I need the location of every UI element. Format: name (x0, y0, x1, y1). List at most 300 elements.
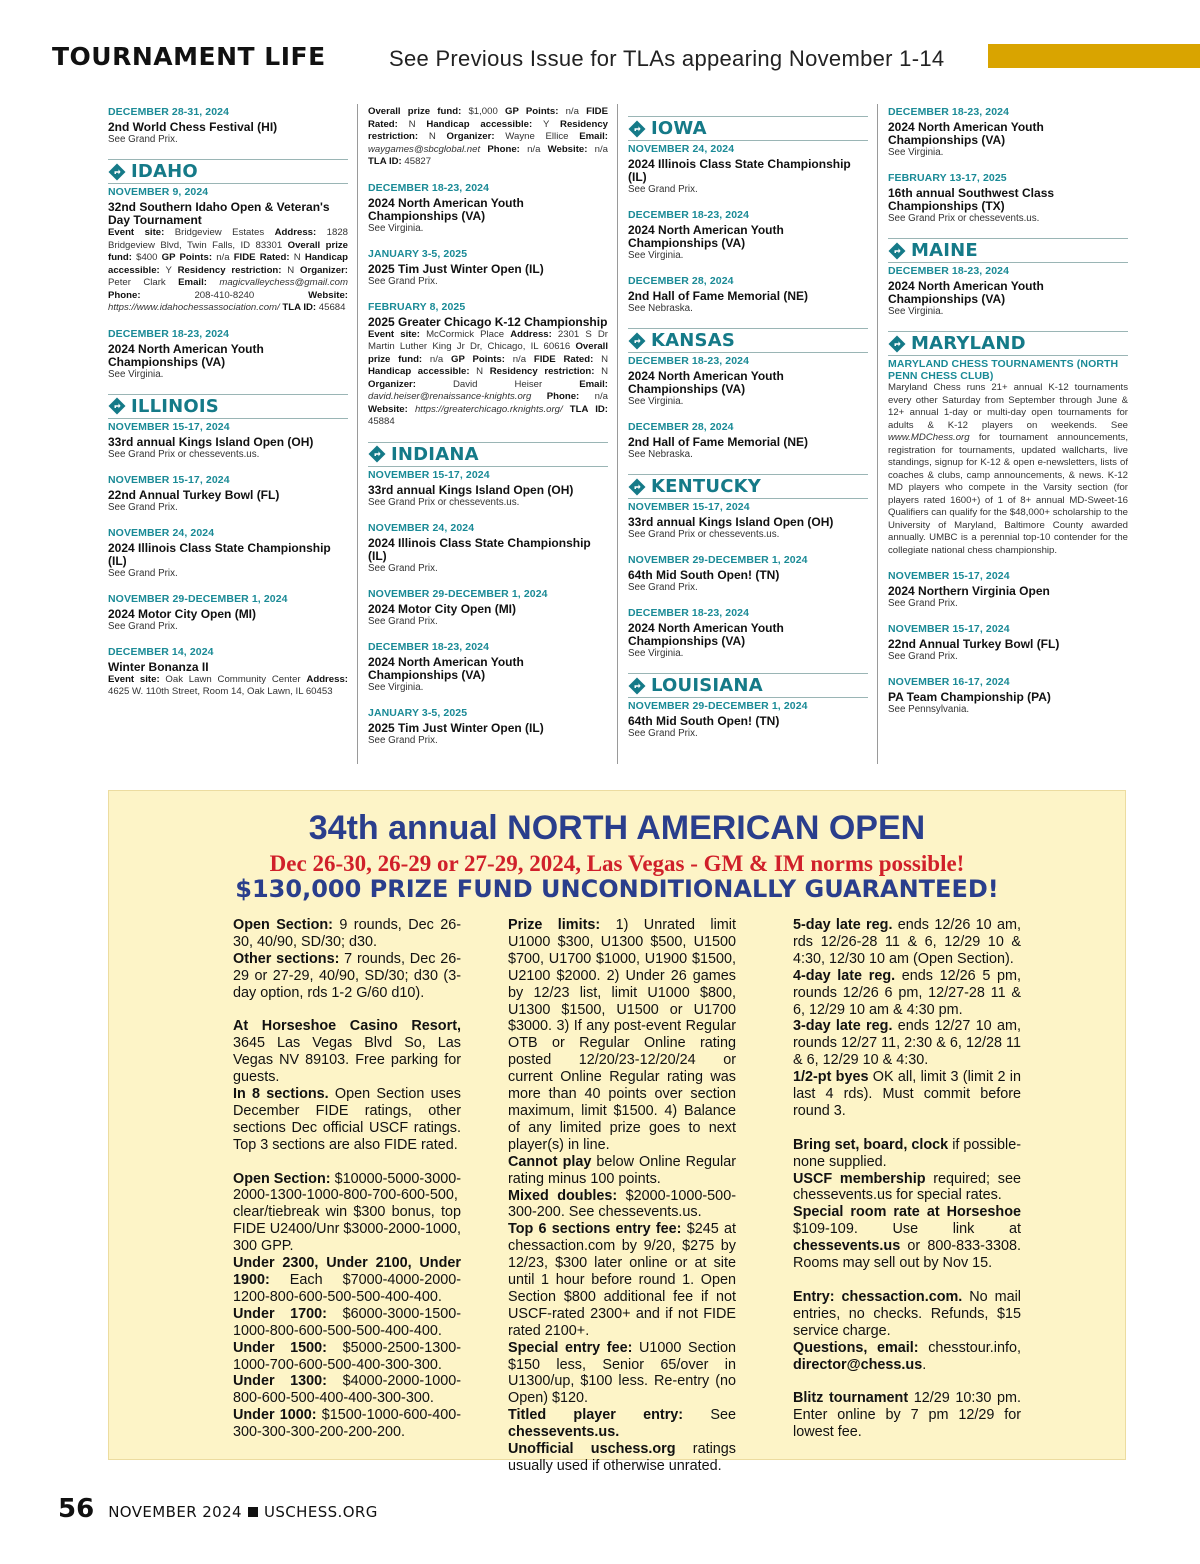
page-footer (58, 1494, 378, 1524)
field-label: Entry: chessaction.com. (793, 1288, 963, 1305)
event-listing (888, 623, 1128, 663)
listing-column-3 (628, 106, 868, 766)
state-name: MARYLAND (911, 333, 1026, 354)
field-value: Wayne Ellice (505, 131, 580, 142)
field-value: david.heiser@renaissance-knights.org (368, 391, 547, 402)
event-listing (368, 182, 608, 235)
state-name: MAINE (911, 240, 978, 261)
field-value: $1500-1000-600-400-300-300-300-200-200-200. (233, 1407, 461, 1441)
field-label: Email: (579, 131, 608, 142)
field-value: U1000 Section $150 less, Senior 65/over in U1300/up, $100 less. Re-entry (no Open) $120. (508, 1339, 736, 1407)
state-name: KANSAS (651, 330, 736, 351)
field-value: n/a (565, 106, 587, 117)
field-label: Handicap accessible: (426, 118, 543, 130)
field-value: n/a (216, 252, 234, 263)
field-label: TLA ID: (569, 403, 608, 415)
column-divider (877, 104, 878, 764)
field-label: TLA ID: (282, 302, 319, 313)
field-label: Cannot play (508, 1153, 592, 1170)
field-value: No mail entries, no checks. Refunds, $15 service charge. (793, 1288, 1022, 1339)
state-name: IDAHO (131, 161, 198, 182)
event-note: See Virginia. (368, 681, 424, 693)
direction-sign-icon (628, 120, 646, 138)
event-title: 64th Mid South Open! (TN) (628, 568, 780, 582)
event-date: FEBRUARY 8, 2025 (368, 300, 466, 313)
ad-paragraph (769, 1069, 1021, 1120)
event-date: JANUARY 3-5, 2025 (368, 706, 468, 719)
event-date: NOVEMBER 9, 2024 (108, 186, 209, 198)
event-note: See Grand Prix or chessevents.us. (368, 496, 520, 508)
field-value: n/a (512, 353, 534, 365)
field-value: 9 rounds, Dec 26-30, 40/90, SD/30; d30. (233, 917, 462, 950)
event-listing (108, 527, 348, 580)
event-listing (108, 421, 348, 461)
state-heading (628, 474, 868, 499)
event-listing (888, 358, 1128, 557)
event-note: See Grand Prix. (628, 582, 698, 593)
field-label: Open Section: (233, 1170, 331, 1187)
event-details (108, 227, 348, 315)
field-value: $5000-2500-1300-1000-700-600-500-400-300-300. (233, 1339, 461, 1373)
event-date: NOVEMBER 24, 2024 (628, 143, 735, 155)
column-divider (617, 104, 618, 764)
event-title: 2024 North American Youth Championships (VA) (628, 369, 784, 396)
event-date: DECEMBER 18-23, 2024 (888, 106, 1010, 118)
event-listing (108, 593, 348, 633)
field-value: N (293, 252, 305, 263)
field-label: FIDE Rated: (533, 353, 602, 365)
ad-paragraph (484, 1154, 736, 1188)
event-note: See Nebraska. (628, 303, 693, 314)
direction-sign-icon (108, 163, 126, 181)
field-label: Email: (178, 277, 220, 288)
field-value: N (601, 353, 608, 365)
field-label: Website: (368, 403, 415, 415)
field-label: In 8 sections. (233, 1086, 329, 1103)
field-label: Event site: (108, 227, 175, 238)
field-value: 45684 (318, 302, 346, 313)
event-note: See Grand Prix or chessevents.us. (888, 213, 1040, 224)
field-value: $6000-3000-1500-1000-800-600-500-500-400-400. (233, 1305, 461, 1339)
field-label: Overall prize fund: (368, 341, 608, 365)
event-date: NOVEMBER 29-DECEMBER 1, 2024 (628, 554, 808, 566)
field-value: ends 12/26 10 am, rds 12/26-28 11 & 6, 12/29 10 & 4:30, 12/30 10 am (Open Section). (793, 917, 1021, 967)
field-value: www.MDChess.org (888, 432, 979, 443)
field-label: Overall prize fund: (108, 239, 348, 263)
ad-paragraph (769, 917, 1021, 968)
event-date: NOVEMBER 15-17, 2024 (888, 623, 1010, 635)
field-value: $2000-1000-500-300-200. See chessevents.us. (508, 1187, 736, 1221)
field-label: Phone: (546, 391, 595, 402)
event-listing (628, 209, 868, 262)
event-title: 2024 Illinois Class State Championship (IL) (108, 540, 331, 568)
event-title: 2nd World Chess Festival (HI) (108, 120, 278, 134)
north-american-open-ad (108, 790, 1126, 1474)
event-title: 64th Mid South Open! (TN) (628, 714, 780, 728)
column-divider (357, 104, 358, 764)
field-label: Address: (306, 673, 348, 685)
field-value: ends 12/27 10 am, rounds 12/27 11, 2:30 & 6, 12/28 11 & 6, 12/29 10 & 4:30. (793, 1018, 1021, 1069)
event-title: 22nd Annual Turkey Bowl (FL) (108, 487, 280, 502)
event-title: 2024 Illinois Class State Championship (IL) (368, 535, 591, 563)
field-label: Residency restriction: (177, 264, 288, 276)
field-value: ratings usually used if otherwise unrated. (508, 1441, 736, 1474)
event-note: See Virginia. (888, 306, 944, 317)
field-label: Open Section: (233, 917, 333, 933)
direction-sign-icon (628, 332, 646, 350)
field-value: or 800-833-3308. Rooms may sell out by Nov 15. (793, 1238, 1021, 1272)
direction-sign-icon (628, 478, 646, 496)
field-label: Special room rate at Horseshoe (793, 1204, 1021, 1221)
event-title: Winter Bonanza II (108, 659, 209, 674)
event-listing (368, 301, 608, 429)
field-value: OK all, limit 3 (limit 2 in last 4 rds). Must commit before round 3. (793, 1069, 1021, 1119)
ad-paragraph (484, 1188, 736, 1222)
event-date: DECEMBER 18-23, 2024 (628, 355, 750, 367)
section-title: TOURNAMENT LIFE (52, 42, 326, 71)
ad-paragraph (209, 1306, 461, 1340)
event-title: 2024 North American Youth Championships (VA) (888, 120, 1044, 147)
field-label: Event site: (368, 328, 427, 340)
event-listing (888, 106, 1128, 159)
event-title: 2024 North American Youth Championships (VA) (888, 279, 1044, 306)
event-title: 22nd Annual Turkey Bowl (FL) (888, 637, 1060, 651)
state-name: LOUISIANA (651, 675, 763, 696)
field-label: Under 2300, Under 2100, Under 1900: (233, 1255, 461, 1288)
event-note: See Nebraska. (628, 449, 693, 460)
field-label: Prize limits: (508, 917, 601, 933)
field-label: Under 1700: (233, 1305, 327, 1322)
ad-paragraph (769, 1018, 1021, 1069)
field-value: Oak Lawn Community Center (165, 673, 307, 685)
field-value: 2301 S Dr Martin Luther King Jr Dr, Chicago, IL 60616 (368, 328, 608, 352)
field-label: Overall prize fund: (368, 106, 469, 117)
ad-paragraph (769, 1390, 1021, 1441)
event-note: See Virginia. (368, 222, 424, 234)
page-number: 56 (58, 1494, 95, 1524)
event-date: NOVEMBER 16-17, 2024 (888, 676, 1010, 688)
field-value: for tournament announcements, registration for tournaments, updated wallcharts, live standings, signup for K-12 & open e-newsletters, lists of coaches & clubs, camp announcements, & news. K-12 MD players who compete in the Varsity section (for players rated 1600+) of 1 of 8+ annual MD-Sweet-16 Qualifiers can qualify for the $48,000+ scholarship to the University of Maryland, Baltimore County awarded annually. UMBC is a perennial top-10 contender for the collegiate national chess championship. (888, 432, 1128, 556)
field-value: Each $7000-4000-2000-1200-800-600-500-500-400-400. (233, 1272, 461, 1305)
state-name: KENTUCKY (651, 476, 761, 497)
field-label: Other sections: (233, 950, 340, 967)
field-label: Special entry fee: (508, 1339, 633, 1356)
event-listing (368, 522, 608, 575)
field-value: waygames@sbcglobal.net (368, 143, 488, 155)
event-date: NOVEMBER 15-17, 2024 (108, 473, 230, 486)
ad-paragraph (209, 1407, 461, 1441)
field-value: N (601, 366, 608, 377)
state-heading (108, 394, 348, 419)
field-label: Blitz tournament (793, 1390, 909, 1407)
field-value: if possible- none supplied. (793, 1136, 1021, 1170)
event-note: See Grand Prix. (368, 734, 438, 746)
field-value: n/a (594, 143, 608, 155)
ad-paragraph (769, 1171, 1021, 1205)
field-value: Peter Clark (108, 277, 179, 288)
state-heading (368, 442, 608, 467)
ad-paragraph (769, 1137, 1021, 1171)
field-label: Organizer: (446, 131, 506, 142)
section-subtitle: See Previous Issue for TLAs appearing November 1-14 (389, 46, 945, 71)
ad-paragraph (484, 1340, 736, 1408)
event-title: 2024 North American Youth Championships (VA) (368, 195, 524, 223)
event-note: See Pennsylvania. (888, 704, 970, 715)
event-date: NOVEMBER 15-17, 2024 (888, 570, 1010, 582)
event-listing (888, 265, 1128, 318)
field-value: magicvalleychess@gmail.com (219, 277, 348, 288)
event-date: MARYLAND CHESS TOURNAMENTS (NORTH PENN CHESS CLUB) (888, 358, 1119, 382)
event-details (368, 106, 608, 169)
field-value: N (287, 264, 301, 276)
event-note: See Grand Prix. (368, 562, 438, 574)
ad-paragraph (209, 1340, 461, 1374)
field-value: N (428, 131, 447, 142)
event-date: DECEMBER 28, 2024 (628, 421, 734, 433)
field-label: 5-day late reg. (793, 917, 893, 933)
listing-column-1 (108, 106, 348, 766)
event-listing (108, 106, 348, 146)
field-value: 12/29 10:30 pm. Enter online by 7 pm 12/29 for lowest fee. (793, 1390, 1021, 1441)
ad-prize-fund: $130,000 PRIZE FUND UNCONDITIONALLY GUARANTEED! (235, 875, 999, 903)
field-value: $10000-5000-3000-2000-1300-1000-800-700-600-500, clear/tiebreak win $300 bonus, top FIDE U2400/Unr $3000-2000-1000, 300 GPP. (233, 1170, 461, 1255)
field-value: 45827 (404, 156, 432, 167)
issue-label: NOVEMBER 2024 (108, 1503, 242, 1521)
event-date: DECEMBER 14, 2024 (108, 645, 214, 658)
ad-paragraph (209, 951, 461, 1002)
event-note: See Grand Prix. (888, 651, 958, 662)
event-date: DECEMBER 18-23, 2024 (628, 209, 750, 221)
event-listing (628, 143, 868, 196)
event-note: See Virginia. (888, 147, 944, 158)
event-title: 33rd annual Kings Island Open (OH) (108, 434, 314, 449)
field-label: At Horseshoe Casino Resort, (233, 1018, 461, 1035)
field-value: n/a (527, 143, 548, 155)
event-title: 2025 Tim Just Winter Open (IL) (368, 720, 544, 735)
field-label: Under 1300: (233, 1373, 327, 1390)
field-value: n/a (594, 391, 608, 402)
field-label: Under 1000: (233, 1407, 317, 1424)
state-heading (628, 673, 868, 698)
event-listing (888, 172, 1128, 225)
listing-column-4 (888, 106, 1128, 766)
event-details (108, 674, 348, 699)
field-label: Residency restriction: (489, 366, 602, 377)
ad-column-3 (769, 917, 1021, 1441)
event-listing (108, 646, 348, 699)
field-label: Residency restriction: (368, 118, 608, 142)
field-label: Phone: (108, 289, 195, 301)
state-name: IOWA (651, 118, 707, 139)
event-title: PA Team Championship (PA) (888, 690, 1051, 704)
field-value: N (476, 366, 490, 377)
field-label: Organizer: (300, 264, 348, 276)
event-note: See Grand Prix. (628, 184, 698, 195)
event-listing (628, 355, 868, 408)
state-heading (888, 238, 1128, 263)
field-label: Website: (547, 143, 595, 155)
field-label: FIDE Rated: (368, 106, 608, 130)
event-date: DECEMBER 28, 2024 (628, 275, 734, 287)
state-name: INDIANA (391, 443, 479, 465)
field-label: GP Points: (505, 106, 566, 117)
field-value: $400 (136, 252, 162, 263)
field-label: TLA ID: (368, 156, 405, 167)
field-label: Questions, email: (793, 1339, 919, 1356)
event-note: See Virginia. (628, 648, 684, 659)
event-note: See Virginia. (628, 396, 684, 407)
ad-column-1 (209, 917, 461, 1441)
event-title: 2024 Illinois Class State Championship (IL) (628, 157, 851, 184)
event-listing (888, 570, 1128, 610)
field-value: chesstour.info, (918, 1339, 1021, 1356)
field-label: Top 6 sections entry fee: (508, 1221, 682, 1238)
ad-paragraph (769, 968, 1021, 1019)
event-date: DECEMBER 18-23, 2024 (368, 640, 490, 653)
event-title: 2024 Motor City Open (MI) (368, 601, 517, 616)
event-title: 2024 Motor City Open (MI) (108, 606, 257, 621)
event-listing (368, 641, 608, 694)
ad-paragraph (769, 1340, 1021, 1374)
field-value: $109-109. Use link at (793, 1221, 1021, 1238)
event-details (368, 329, 608, 429)
state-heading (108, 159, 348, 184)
event-title: 2nd Hall of Fame Memorial (NE) (628, 289, 809, 303)
ad-paragraph (484, 1407, 736, 1441)
field-label: Titled player entry: (508, 1407, 684, 1424)
field-value: McCormick Place (426, 328, 511, 340)
field-label: Phone: (487, 143, 528, 155)
event-title: 2nd Hall of Fame Memorial (NE) (628, 435, 809, 449)
field-label: 1/2-pt byes (793, 1069, 869, 1086)
event-note: See Grand Prix. (108, 134, 178, 145)
event-date: DECEMBER 18-23, 2024 (628, 607, 750, 619)
state-heading (628, 116, 868, 141)
field-value: . (922, 1356, 927, 1373)
field-value: Y (542, 118, 561, 130)
ad-paragraph (209, 1373, 461, 1407)
ad-paragraph (484, 917, 736, 1154)
event-listing (368, 707, 608, 747)
event-listing (368, 106, 608, 169)
event-listing (108, 186, 348, 315)
event-listing (628, 607, 868, 660)
field-label: Handicap accessible: (368, 366, 477, 377)
field-value: 7 rounds, Dec 26-29 or 27-29, 40/90, SD/30; d30 (3-day option, rds 1-2 G/60 d10). (233, 950, 461, 1001)
ad-paragraph (209, 917, 461, 951)
field-value: David Heiser (452, 378, 580, 390)
event-title: 16th annual Southwest Class Championships (TX) (888, 186, 1055, 213)
ad-paragraph (484, 1221, 736, 1339)
page-header (52, 40, 1200, 76)
ad-paragraph (484, 1441, 736, 1475)
ad-dates-location: Dec 26-30, 26-29 or 27-29, 2024, Las Vegas - GM & IM norms possible! (269, 851, 965, 876)
ad-paragraph (769, 1204, 1021, 1272)
field-label: chessevents.us. (508, 1424, 620, 1441)
event-listing (888, 676, 1128, 716)
event-listing (368, 469, 608, 509)
field-value: https://greaterchicago.rknights.org/ (414, 403, 570, 415)
event-note: See Grand Prix. (368, 275, 438, 287)
event-note: See Grand Prix. (368, 615, 438, 627)
event-note: See Grand Prix. (108, 620, 178, 632)
field-label: Unofficial uschess.org (508, 1441, 676, 1458)
field-value: ends 12/26 5 pm, rounds 12/26 6 pm, 12/27-28 11 & 6, 12/29 10 am & 4:30 pm. (793, 967, 1022, 1018)
direction-sign-icon (628, 677, 646, 695)
direction-sign-icon (368, 445, 386, 463)
event-note: See Grand Prix or chessevents.us. (108, 448, 260, 460)
event-date: DECEMBER 18-23, 2024 (108, 327, 230, 340)
field-label: GP Points: (451, 353, 513, 365)
field-label: Handicap accessible: (108, 252, 348, 276)
event-date: FEBRUARY 13-17, 2025 (888, 172, 1007, 184)
event-listing (628, 554, 868, 594)
direction-sign-icon (108, 397, 126, 415)
field-label: Address: (274, 227, 327, 238)
field-value: $1,000 (468, 106, 506, 117)
event-date: NOVEMBER 29-DECEMBER 1, 2024 (628, 700, 808, 712)
state-name: ILLINOIS (131, 395, 219, 417)
direction-sign-icon (888, 242, 906, 260)
event-title: 2025 Tim Just Winter Open (IL) (368, 261, 544, 276)
event-title: 33rd annual Kings Island Open (OH) (628, 515, 834, 529)
field-label: Address: (510, 328, 558, 340)
ad-title: 34th annual NORTH AMERICAN OPEN (308, 809, 926, 847)
field-label: director@chess.us (793, 1356, 923, 1373)
listing-column-2 (368, 106, 608, 766)
event-title: 32nd Southern Idaho Open & Veteran's Day Tournament (108, 200, 330, 227)
event-date: NOVEMBER 15-17, 2024 (368, 468, 490, 481)
event-date: JANUARY 3-5, 2025 (368, 247, 468, 260)
field-label: Email: (579, 378, 608, 390)
field-value: below Online Regular rating minus 100 points. (508, 1153, 736, 1187)
event-date: DECEMBER 18-23, 2024 (888, 265, 1010, 277)
field-label: USCF membership (793, 1170, 926, 1187)
field-label: Organizer: (368, 378, 453, 390)
event-title: 2024 North American Youth Championships (VA) (628, 223, 784, 250)
event-listing (628, 421, 868, 461)
ad-paragraph (209, 1255, 461, 1306)
field-value: $245 at chessaction.com by 9/20, $275 by 12/23, $300 later online or at site until 1 hour before round 1. Open Section $800 additional fee if not USCF-rated 2300+ and if not FIDE rated 2100+. (508, 1221, 737, 1339)
field-label: GP Points: (161, 252, 217, 263)
event-listing (628, 275, 868, 315)
event-listing (628, 700, 868, 740)
site-label: USCHESS.ORG (263, 1503, 378, 1521)
field-label: Under 1500: (233, 1339, 327, 1356)
event-title: 2024 North American Youth Championships (VA) (628, 621, 784, 648)
field-value: $4000-2000-1000-800-600-500-400-400-300-300. (233, 1373, 461, 1407)
event-note: See Grand Prix. (108, 567, 178, 579)
header-accent-bar (988, 44, 1200, 68)
field-value: 1828 Bridgeview Blvd, Twin Falls, ID 83301 (108, 227, 348, 251)
event-date: NOVEMBER 15-17, 2024 (628, 501, 750, 513)
event-title: 2024 Northern Virginia Open (888, 584, 1050, 598)
event-date: NOVEMBER 29-DECEMBER 1, 2024 (368, 587, 548, 600)
direction-sign-icon (888, 335, 906, 353)
event-listing (368, 248, 608, 288)
field-label: Event site: (108, 673, 166, 685)
event-note: See Grand Prix. (628, 728, 698, 739)
field-label: Mixed doubles: (508, 1187, 618, 1204)
field-value: Maryland Chess runs 21+ annual K-12 tournaments every other Saturday from September through June & 12+ annual 1-day or multi-day open tournaments for adults & K-12 players on weekends. See (888, 382, 1128, 431)
event-date: DECEMBER 28-31, 2024 (108, 106, 230, 118)
event-note: See Virginia. (108, 368, 164, 380)
event-date: NOVEMBER 24, 2024 (368, 521, 475, 534)
event-date: NOVEMBER 15-17, 2024 (108, 420, 230, 433)
field-value: See (683, 1407, 736, 1424)
ad-column-2 (484, 917, 736, 1475)
event-note: See Grand Prix or chessevents.us. (628, 529, 780, 540)
